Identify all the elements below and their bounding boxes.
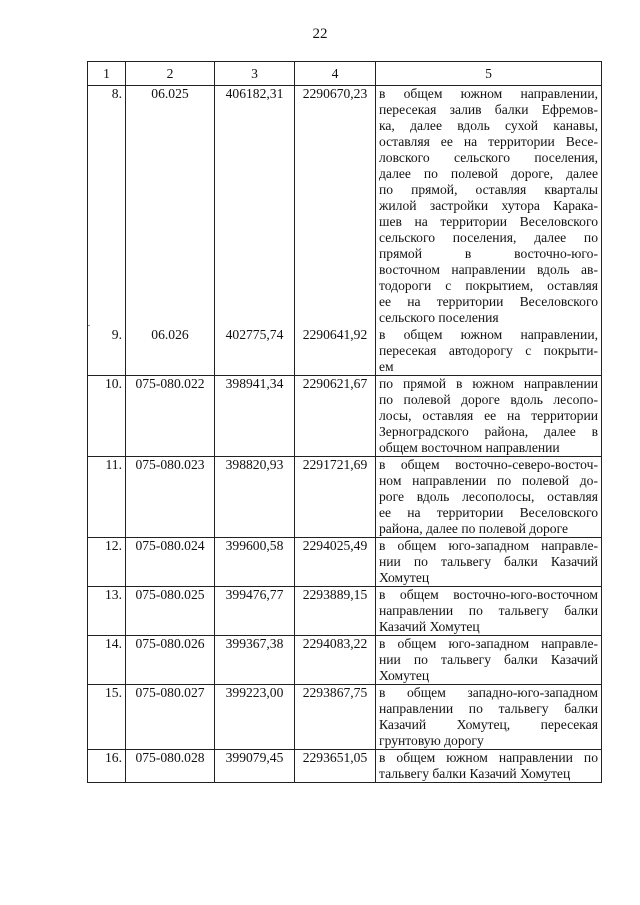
table-row xyxy=(88,685,602,750)
column-header-4: 4 xyxy=(295,62,376,86)
column-header-2: 2 xyxy=(126,62,215,86)
point-id-cell: 075-080.027 xyxy=(126,685,215,750)
description-line: по прямой в южном направлении xyxy=(379,376,598,391)
scan-mark xyxy=(88,325,90,326)
y-coordinate-cell: 2294083,22 xyxy=(295,636,376,685)
description-cell xyxy=(376,86,602,327)
description-line: тодороги с покрытием, оставляя xyxy=(379,278,598,293)
table-row xyxy=(88,327,602,376)
table-header xyxy=(88,62,602,86)
point-id-cell: 06.025 xyxy=(126,86,215,327)
description-cell xyxy=(376,587,602,636)
description-cell xyxy=(376,685,602,750)
description-line: шев на территории Веселовского xyxy=(379,214,598,229)
description-line: в общем южном направлении, xyxy=(379,86,598,101)
table-row xyxy=(88,457,602,538)
y-coordinate-cell: 2291721,69 xyxy=(295,457,376,538)
page-number: 22 xyxy=(312,26,328,42)
description-line: грунтовую дорогу xyxy=(379,733,484,748)
description-line: роге вдоль лесополосы, оставляя xyxy=(379,489,598,504)
description-line: в общем восточно-юго-восточном xyxy=(379,587,598,602)
description-line: ем xyxy=(379,359,394,374)
y-coordinate-cell: 2293889,15 xyxy=(295,587,376,636)
description-line: Казачий Хомутец, пересекая xyxy=(379,717,598,732)
description-line: пересекая автодорогу с покрыти- xyxy=(379,343,598,358)
description-line: Казачий Хомутец xyxy=(379,619,480,634)
description-line: лосы, оставляя ее на территории xyxy=(379,408,598,423)
row-number-cell: 14. xyxy=(88,636,126,685)
row-number-cell: 15. xyxy=(88,685,126,750)
description-line: нии по тальвегу балки Казачий xyxy=(379,652,598,667)
description-cell xyxy=(376,457,602,538)
row-number-cell: 10. xyxy=(88,376,126,457)
point-id-cell: 075-080.024 xyxy=(126,538,215,587)
y-coordinate-cell: 2293867,75 xyxy=(295,685,376,750)
description-cell xyxy=(376,327,602,376)
description-cell xyxy=(376,376,602,457)
x-coordinate-cell: 399079,45 xyxy=(215,750,295,783)
x-coordinate-cell: 399476,77 xyxy=(215,587,295,636)
description-line: Хомутец xyxy=(379,668,430,683)
x-coordinate-cell: 399600,58 xyxy=(215,538,295,587)
table-row xyxy=(88,86,602,327)
description-line: направлении по тальвегу балки xyxy=(379,603,598,618)
description-line: по прямой, оставляя кварталы xyxy=(379,182,598,197)
x-coordinate-cell: 398820,93 xyxy=(215,457,295,538)
description-line: в общем юго-западном направле- xyxy=(379,636,598,651)
description-line: нии по тальвегу балки Казачий xyxy=(379,554,598,569)
table-row xyxy=(88,587,602,636)
point-id-cell: 075-080.025 xyxy=(126,587,215,636)
row-number-cell: 9. xyxy=(88,327,126,376)
description-line: в общем южном направлении по xyxy=(379,750,598,765)
row-number-cell: 16. xyxy=(88,750,126,783)
description-line: в общем юго-западном направле- xyxy=(379,538,598,553)
x-coordinate-cell: 406182,31 xyxy=(215,86,295,327)
description-line: оставляя ее на территории Весе- xyxy=(379,134,598,149)
point-id-cell: 075-080.026 xyxy=(126,636,215,685)
header-row xyxy=(88,62,602,86)
row-number-cell: 13. xyxy=(88,587,126,636)
description-line: пересекая залив балки Ефремов- xyxy=(379,102,598,117)
description-cell xyxy=(376,636,602,685)
description-line: ка, далее вдоль сухой канавы, xyxy=(379,118,598,133)
x-coordinate-cell: 398941,34 xyxy=(215,376,295,457)
boundary-description-table xyxy=(87,61,602,783)
description-line: ном направлении по полевой до- xyxy=(379,473,598,488)
description-line: в общем западно-юго-западном xyxy=(379,685,598,700)
description-line: ее на территории Веселовского xyxy=(379,505,598,520)
description-line: по полевой дороге вдоль лесопо- xyxy=(379,392,598,407)
description-line: ловского сельского поселения, xyxy=(379,150,598,165)
description-line: в общем восточно-северо-восточ- xyxy=(379,457,598,472)
point-id-cell: 075-080.028 xyxy=(126,750,215,783)
description-line: ее на территории Веселовского xyxy=(379,294,598,309)
table-body xyxy=(88,86,602,783)
point-id-cell: 075-080.022 xyxy=(126,376,215,457)
point-id-cell: 075-080.023 xyxy=(126,457,215,538)
y-coordinate-cell: 2290670,23 xyxy=(295,86,376,327)
description-line: жилой застройки хутора Карака- xyxy=(379,198,598,213)
column-header-5: 5 xyxy=(376,62,602,86)
x-coordinate-cell: 399223,00 xyxy=(215,685,295,750)
y-coordinate-cell: 2294025,49 xyxy=(295,538,376,587)
x-coordinate-cell: 399367,38 xyxy=(215,636,295,685)
description-line: в общем южном направлении, xyxy=(379,327,598,342)
description-line: прямой в восточно-юго- xyxy=(379,246,598,261)
description-line: района, далее по полевой дороге xyxy=(379,521,569,536)
table-row xyxy=(88,750,602,783)
row-number-cell: 12. xyxy=(88,538,126,587)
column-header-3: 3 xyxy=(215,62,295,86)
y-coordinate-cell: 2290621,67 xyxy=(295,376,376,457)
description-line: направлении по тальвегу балки xyxy=(379,701,598,716)
y-coordinate-cell: 2293651,05 xyxy=(295,750,376,783)
description-line: восточном направлении вдоль ав- xyxy=(379,262,598,277)
y-coordinate-cell: 2290641,92 xyxy=(295,327,376,376)
table-row xyxy=(88,376,602,457)
row-number-cell: 11. xyxy=(88,457,126,538)
description-line: сельского поселения, далее по xyxy=(379,230,598,245)
description-line: общем восточном направлении xyxy=(379,440,560,455)
x-coordinate-cell: 402775,74 xyxy=(215,327,295,376)
table-row xyxy=(88,636,602,685)
description-line: сельского поселения xyxy=(379,310,499,325)
description-cell xyxy=(376,538,602,587)
description-line: тальвегу балки Казачий Хомутец xyxy=(379,766,571,781)
row-number-cell: 8. xyxy=(88,86,126,327)
description-line: Зерноградского района, далее в xyxy=(379,424,598,439)
point-id-cell: 06.026 xyxy=(126,327,215,376)
description-cell xyxy=(376,750,602,783)
column-header-1: 1 xyxy=(88,62,126,86)
table-row xyxy=(88,538,602,587)
description-line: Хомутец xyxy=(379,570,430,585)
description-line: далее по полевой дороге, далее xyxy=(379,166,598,181)
